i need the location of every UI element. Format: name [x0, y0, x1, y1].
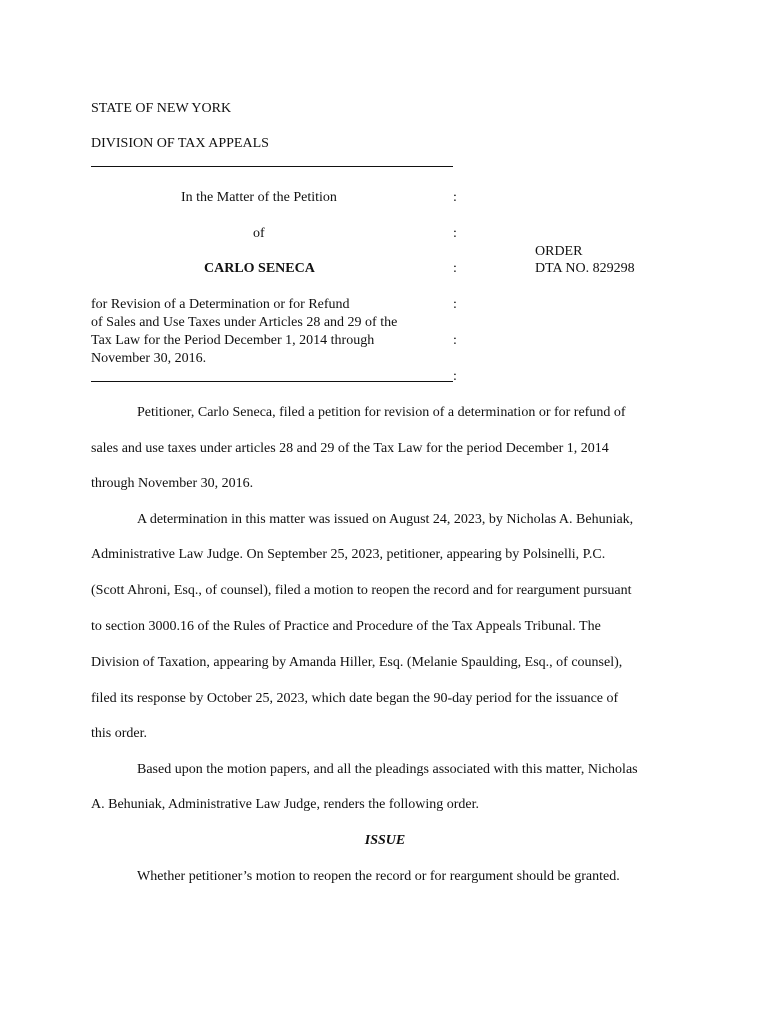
caption-colon: : [453, 369, 457, 384]
body-line: sales and use taxes under articles 28 and 29 of the Tax Law for the period December 1, 2014 [91, 441, 609, 456]
of-line: of [253, 226, 265, 241]
body-line: (Scott Ahroni, Esq., of counsel), filed a motion to reopen the record and for reargument pursuant [91, 583, 632, 598]
state-heading: STATE OF NEW YORK [91, 101, 232, 116]
issue-heading: ISSUE [364, 833, 406, 848]
dta-number: DTA NO. 829298 [535, 261, 635, 276]
matter-line: In the Matter of the Petition [181, 190, 337, 205]
body-line: Division of Taxation, appearing by Amanda Hiller, Esq. (Melanie Spaulding, Esq., of counsel), [91, 655, 623, 670]
body-line: to section 3000.16 of the Rules of Practice and Procedure of the Tax Appeals Tribunal. The [91, 619, 601, 634]
caption-bottom-rule [91, 381, 453, 382]
body-line: Based upon the motion papers, and all the pleadings associated with this matter, Nicholas [137, 762, 638, 777]
body-line: A determination in this matter was issued on August 24, 2023, by Nicholas A. Behuniak, [137, 512, 634, 527]
caption-colon: : [453, 226, 457, 241]
caption-colon: : [453, 261, 457, 276]
body-line: Administrative Law Judge. On September 25, 2023, petitioner, appearing by Polsinelli, P.C. [91, 547, 606, 562]
body-line: filed its response by October 25, 2023, which date began the 90-day period for the issuance of [91, 691, 619, 706]
purpose-line-4: November 30, 2016. [91, 351, 207, 366]
issue-text: Whether petitioner’s motion to reopen the record or for reargument should be granted. [137, 869, 620, 884]
purpose-line-3: Tax Law for the Period December 1, 2014 through [91, 333, 375, 348]
petitioner-name: CARLO SENECA [204, 261, 315, 276]
body-line: Petitioner, Carlo Seneca, filed a petition for revision of a determination or for refund of [137, 405, 626, 420]
body-line: A. Behuniak, Administrative Law Judge, renders the following order. [91, 797, 480, 812]
purpose-line-2: of Sales and Use Taxes under Articles 28 and 29 of the [91, 315, 398, 330]
caption-colon: : [453, 297, 457, 312]
division-heading: DIVISION OF TAX APPEALS [91, 136, 269, 151]
body-line: this order. [91, 726, 147, 741]
caption-colon: : [453, 190, 457, 205]
purpose-line-1: for Revision of a Determination or for Refund [91, 297, 350, 312]
caption-colon: : [453, 333, 457, 348]
body-line: through November 30, 2016. [91, 476, 254, 491]
caption-top-rule [91, 166, 453, 167]
order-label: ORDER [535, 244, 583, 259]
